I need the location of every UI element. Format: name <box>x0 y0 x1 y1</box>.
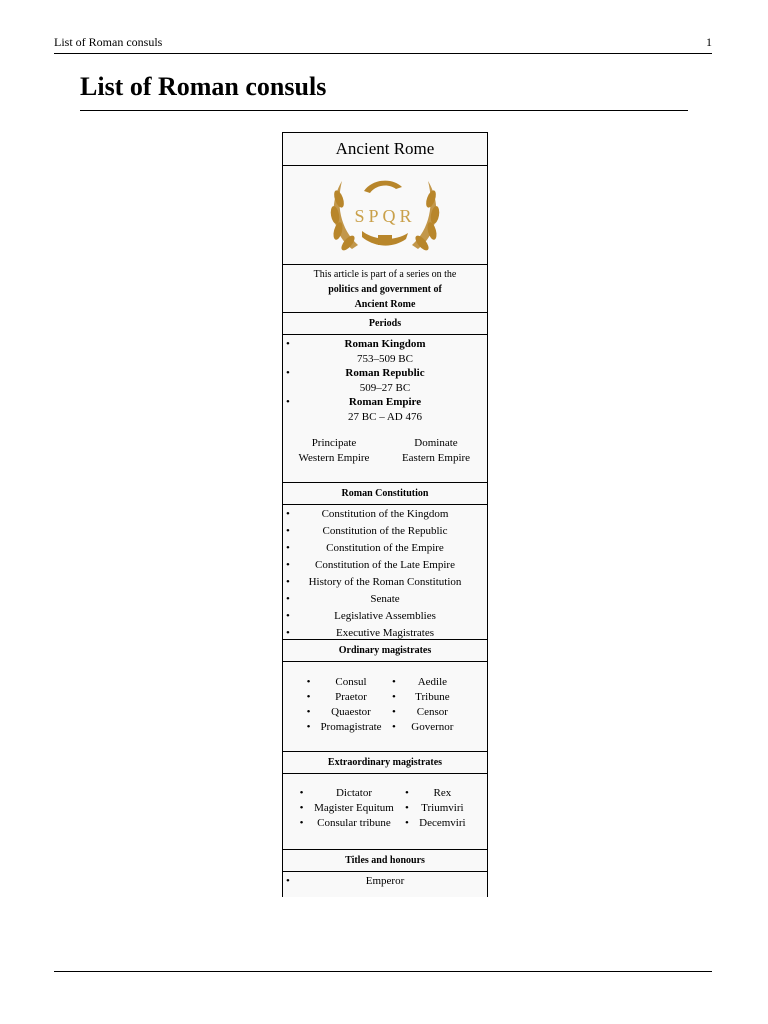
running-header-title: List of Roman consuls <box>54 35 163 49</box>
constitution-section <box>283 505 487 640</box>
consular-tribune-link[interactable]: Consular tribune <box>317 817 391 829</box>
list-item: • History of the Roman Constitution <box>286 576 462 588</box>
titles-list <box>283 872 487 890</box>
dictator-link[interactable]: Dictator <box>335 787 373 799</box>
constitution-link[interactable]: Constitution of the Late Empire <box>315 559 455 571</box>
list-item: • Censor <box>392 705 463 720</box>
list-item: • Constitution of the Kingdom <box>286 508 449 520</box>
quaestor-link[interactable]: Quaestor <box>331 706 371 718</box>
promagistrate-link[interactable]: Promagistrate <box>320 721 382 733</box>
list-item: • Promagistrate <box>307 720 386 735</box>
empire-subdivisions <box>283 436 487 466</box>
title-rule <box>80 110 688 111</box>
footer-rule <box>54 971 712 972</box>
tribune-link[interactable]: Tribune <box>415 691 450 703</box>
running-header <box>54 35 712 54</box>
constitution-link[interactable]: Constitution of the Kingdom <box>321 508 449 520</box>
infobox <box>282 132 488 897</box>
constitution-link[interactable]: Legislative Assemblies <box>334 610 436 622</box>
list-item: • Emperor <box>286 875 405 887</box>
periods-heading: Periods <box>283 313 487 335</box>
page-number: 1 <box>706 35 712 49</box>
constitution-link[interactable]: Senate <box>370 593 400 605</box>
series-name-line1: politics and government of <box>328 284 442 295</box>
constitution-list <box>283 506 487 642</box>
aedile-link[interactable]: Aedile <box>417 676 448 688</box>
list-item: • Dictator <box>300 786 399 801</box>
series-intro <box>283 265 487 313</box>
spqr-text: SPQR <box>354 206 416 226</box>
list-item: • Rex <box>405 786 470 801</box>
constitution-heading: Roman Constitution <box>283 483 487 505</box>
extraordinary-magistrates-grid <box>283 786 487 831</box>
governor-link[interactable]: Governor <box>411 721 454 733</box>
principate-link[interactable]: Principate <box>311 436 357 449</box>
list-item: • Consul <box>307 675 386 690</box>
period-roman-republic-link[interactable]: Roman Republic <box>345 367 425 380</box>
series-name-line2: Ancient Rome <box>354 299 416 310</box>
praetor-link[interactable]: Praetor <box>335 691 367 703</box>
period-dates: 509–27 BC <box>359 381 411 394</box>
dominate-link[interactable]: Dominate <box>414 436 458 449</box>
list-item: • Quaestor <box>307 705 386 720</box>
ordinary-magistrates-grid <box>283 675 487 735</box>
constitution-link[interactable]: History of the Roman Constitution <box>308 576 462 588</box>
list-item: • Magister Equitum <box>300 801 399 816</box>
emperor-link[interactable]: Emperor <box>365 875 405 887</box>
list-item: • Constitution of the Empire <box>286 542 444 554</box>
list-item: • Constitution of the Late Empire <box>286 559 455 571</box>
period-roman-empire-link[interactable]: Roman Empire <box>348 396 422 409</box>
list-item: • Praetor <box>307 690 386 705</box>
ordinary-magistrates-heading: Ordinary magistrates <box>283 640 487 662</box>
infobox-title: Ancient Rome <box>283 133 487 166</box>
list-item: • Aedile <box>392 675 463 690</box>
list-item: • Tribune <box>392 690 463 705</box>
list-item: • Executive Magistrates <box>286 627 435 639</box>
extraordinary-magistrates-heading: Extraordinary magistrates <box>283 752 487 774</box>
list-item: • Constitution of the Republic <box>286 525 448 537</box>
ordinary-magistrates-section <box>283 662 487 752</box>
list-item: • Triumviri <box>405 801 470 816</box>
spqr-laurel-icon <box>322 169 448 261</box>
list-item: • Governor <box>392 720 463 735</box>
list-item: • Decemviri <box>405 816 470 831</box>
page-title: List of Roman consuls <box>80 72 327 101</box>
list-item: • Roman Kingdom 753–509 BC <box>283 337 487 366</box>
censor-link[interactable]: Censor <box>416 706 448 718</box>
western-empire-link[interactable]: Western Empire <box>298 451 370 464</box>
decemviri-link[interactable]: Decemviri <box>419 817 466 829</box>
constitution-link[interactable]: Constitution of the Republic <box>322 525 448 537</box>
periods-section <box>283 335 487 483</box>
constitution-link[interactable]: Executive Magistrates <box>335 627 435 639</box>
eastern-empire-link[interactable]: Eastern Empire <box>401 451 471 464</box>
list-item: • Roman Republic 509–27 BC <box>283 366 487 395</box>
rex-link[interactable]: Rex <box>433 787 452 799</box>
constitution-link[interactable]: Constitution of the Empire <box>326 542 444 554</box>
spqr-emblem <box>283 166 487 265</box>
series-intro-text: This article is part of a series on the <box>313 269 457 280</box>
magister-equitum-link[interactable]: Magister Equitum <box>314 802 394 814</box>
list-item: • Legislative Assemblies <box>286 610 436 622</box>
period-dates: 27 BC – AD 476 <box>348 410 422 423</box>
list-item: • Roman Empire 27 BC – AD 476 <box>283 395 487 424</box>
extraordinary-magistrates-section <box>283 774 487 849</box>
periods-list <box>283 337 487 425</box>
period-roman-kingdom-link[interactable]: Roman Kingdom <box>344 338 426 350</box>
list-item: • Consular tribune <box>300 816 399 831</box>
titles-honours-heading: Titles and honours <box>283 849 487 872</box>
consul-link[interactable]: Consul <box>335 676 367 688</box>
period-dates: 753–509 BC <box>357 352 413 365</box>
list-item: • Senate <box>286 593 400 605</box>
triumviri-link[interactable]: Triumviri <box>421 802 464 814</box>
